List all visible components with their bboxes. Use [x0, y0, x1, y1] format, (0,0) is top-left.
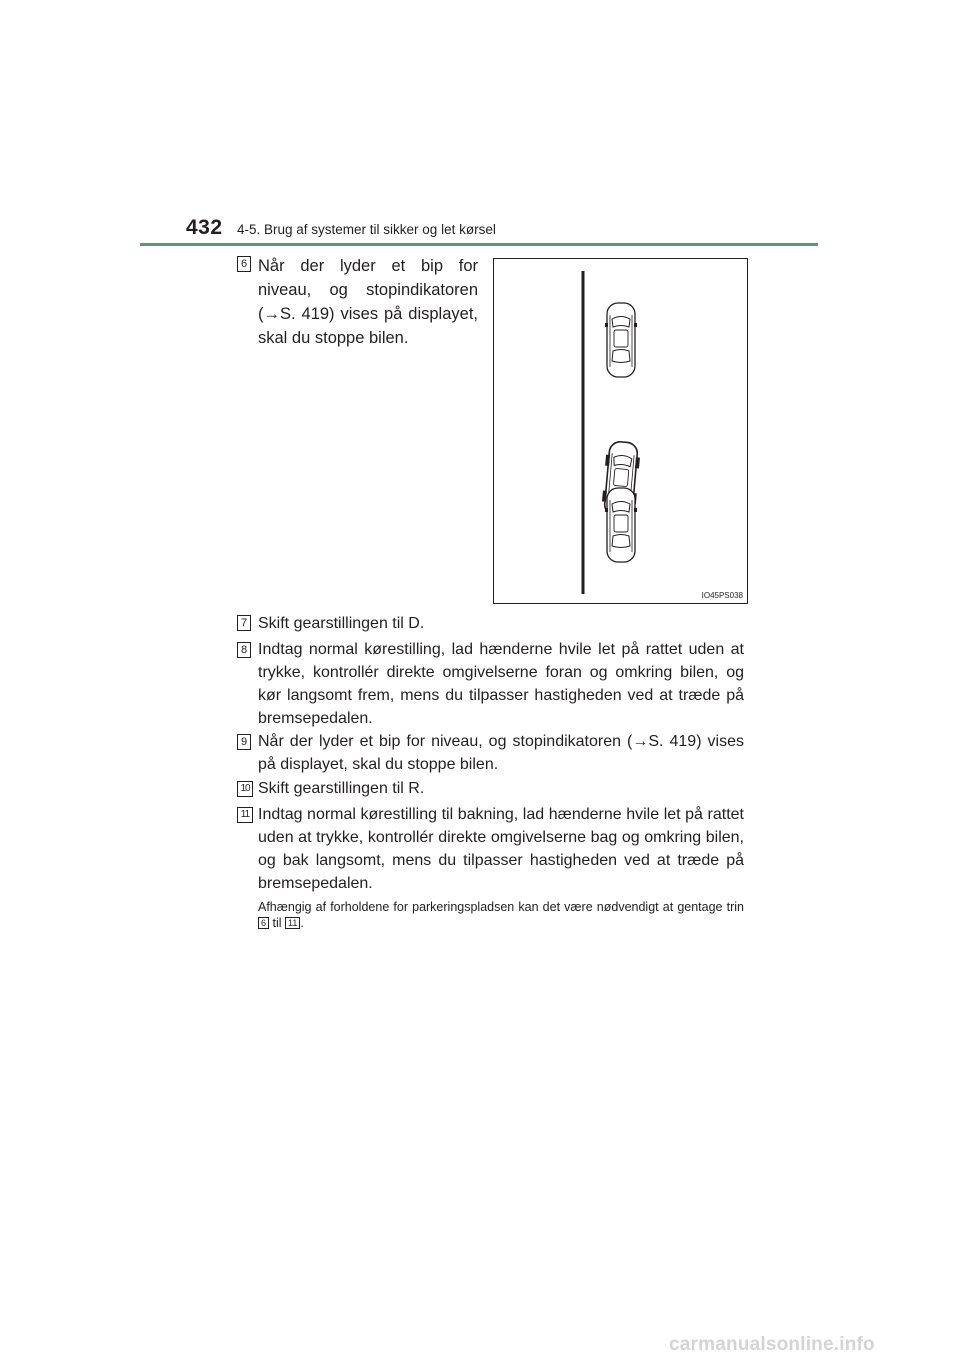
step-text-10: Skift gearstillingen til R. [258, 780, 425, 797]
note-text-between: til [272, 916, 282, 930]
header-rule [140, 243, 818, 246]
parked-car-rear-icon [605, 488, 637, 562]
note-ref-to: 11 [285, 917, 300, 929]
step-text-7: Skift gearstillingen til D. [258, 615, 425, 632]
parking-diagram-svg [494, 259, 747, 603]
step-number-9: 9 [237, 734, 251, 750]
step-text-8: Indtag normal kørestilling, lad hænderne hvile let på rattet uden at trykke, kontrollér direkte omgivelserne foran og omkring bilen, og kør langsomt frem, mens du tilpasser hastigheden ved at træde på bremsepedalen. [258, 641, 744, 727]
step-number-7: 7 [237, 615, 251, 631]
figure-code: IO45PS038 [701, 591, 743, 600]
page-number: 432 [186, 216, 223, 239]
note-text-before: Afhængig af forholdene for parkeringspladsen kan det være nødvendigt at gentage trin [258, 900, 744, 914]
step-text-11: Indtag normal kørestilling til bakning, lad hænderne hvile let på rattet uden at trykke, kontrollér direkte omgivelserne bag og omkring bilen, og bak langsomt, mens du tilpasser hastigheden ved at træde på bremsepedalen. [258, 806, 744, 892]
step-text-6: Når der lyder et bip for niveau, og stopindikatoren (→S. 419) vises på displayet, skal du stoppe bilen. [258, 257, 478, 347]
note-ref-from: 6 [258, 917, 269, 929]
section-title: 4-5. Brug af systemer til sikker og let kørsel [237, 222, 496, 237]
step-number-6: 6 [237, 256, 251, 272]
parking-illustration [493, 258, 748, 604]
step-number-10: 10 [237, 781, 253, 797]
note-text-after: . [300, 916, 304, 930]
note-text [258, 899, 744, 931]
step-number-8: 8 [237, 642, 251, 658]
parked-car-front-icon [605, 303, 637, 377]
step-number-11: 11 [237, 807, 253, 823]
footer-watermark: carmanualsonline.info [669, 1334, 875, 1355]
step-text-9: Når der lyder et bip for niveau, og stopindikatoren (→S. 419) vises på displayet, skal du stoppe bilen. [258, 733, 744, 773]
